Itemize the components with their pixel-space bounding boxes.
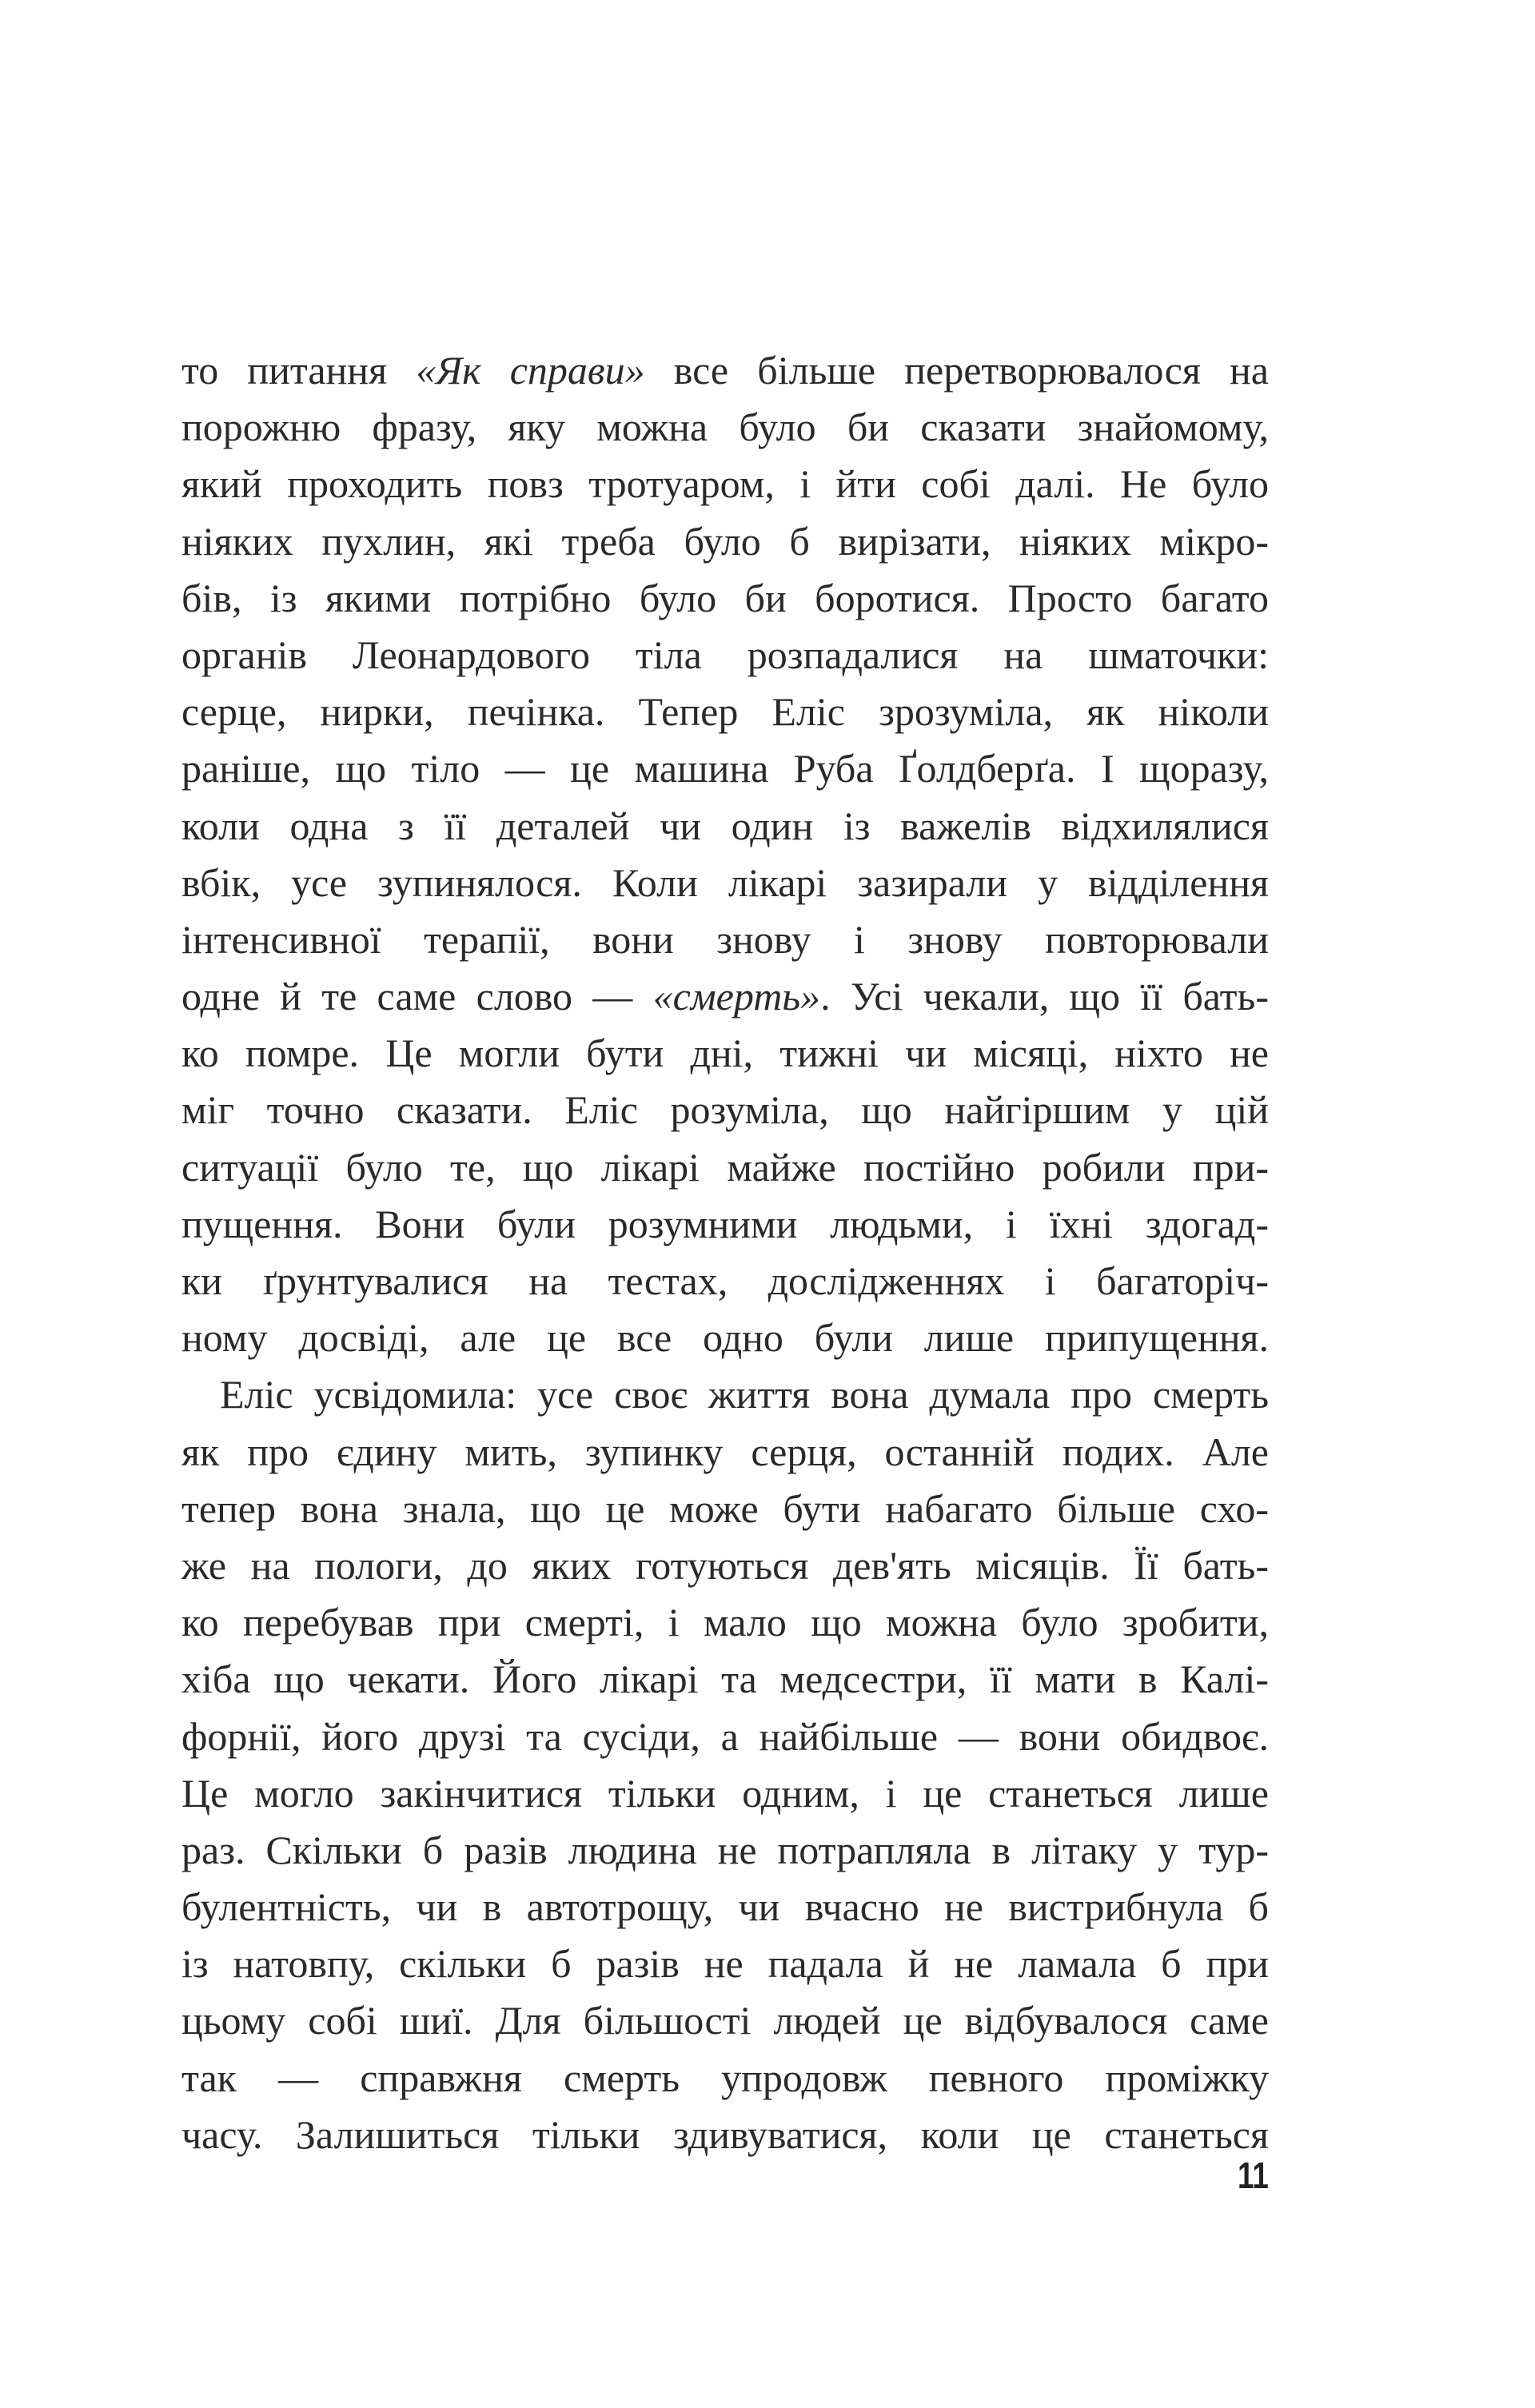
- text-segment: ніяких пухлин, які треба було б вирізати, ніяких мікро-: [181, 518, 1269, 564]
- text-segment: ному досвіді, але це все одно були лише припущення.: [181, 1315, 1269, 1361]
- text-line: [181, 1992, 1269, 2049]
- text-line: [181, 456, 1269, 512]
- text-line: [181, 399, 1269, 456]
- text-line: [181, 570, 1269, 627]
- text-segment: ко перебував при смерті, і мало що можна було зробити,: [181, 1600, 1269, 1645]
- text-segment: із натовпу, скільки б разів не падала й не ламала б при: [181, 1941, 1269, 1987]
- text-line: [181, 1594, 1269, 1651]
- text-line: [181, 1765, 1269, 1822]
- text-line: [181, 911, 1269, 968]
- text-line: [181, 684, 1269, 740]
- text-segment: Еліс усвідомила: усе своє життя вона думала про смерть: [220, 1372, 1269, 1417]
- text-segment: же на пологи, до яких готуються дев'ять місяців. Її бать-: [181, 1542, 1269, 1588]
- text-line: [181, 1936, 1269, 1992]
- text-segment: одне й те саме слово —: [181, 974, 653, 1019]
- italic-phrase: «Як справи»: [416, 348, 645, 393]
- text-line: [181, 1708, 1269, 1765]
- text-segment: булентність, чи в автотрощу, чи вчасно не вистрибнула б: [181, 1884, 1269, 1930]
- text-segment: цьому собі шиї. Для більшості людей це відбувалося саме: [181, 1998, 1269, 2043]
- text-segment: інтенсивної терапії, вони знову і знову повторювали: [181, 916, 1269, 962]
- text-segment: коли одна з її деталей чи один із важелів відхилялися: [181, 803, 1269, 848]
- text-segment: міг точно сказати. Еліс розуміла, що найгіршим у цій: [181, 1087, 1269, 1133]
- text-line: [181, 1879, 1269, 1936]
- text-segment: часу. Залишиться тільки здивуватися, коли це станеться: [181, 2111, 1269, 2157]
- text-line: [181, 342, 1269, 399]
- text-segment: так — справжня смерть упродовж певного проміжку: [181, 2055, 1269, 2100]
- text-line: [181, 1537, 1269, 1594]
- text-segment: раніше, що тіло — це машина Руба Ґолдберґа. І щоразу,: [181, 746, 1269, 791]
- text-line: [181, 513, 1269, 570]
- text-line: [181, 1139, 1269, 1196]
- text-segment: органів Леонардового тіла розпадалися на шматочки:: [181, 632, 1269, 677]
- text-segment: серце, нирки, печінка. Тепер Еліс зрозуміла, як ніколи: [181, 689, 1269, 735]
- text-segment: Це могло закінчитися тільки одним, і це станеться лише: [181, 1770, 1269, 1816]
- text-segment: хіба що чекати. Його лікарі та медсестри, її мати в Калі-: [181, 1656, 1269, 1702]
- page-number: 11: [1238, 2155, 1269, 2196]
- text-line: [181, 1310, 1269, 1366]
- text-segment: ситуації було те, що лікарі майже постійно робили при-: [181, 1144, 1269, 1190]
- text-segment: вбік, усе зупинялося. Коли лікарі зазирали у відділення: [181, 859, 1269, 905]
- text-line: [181, 627, 1269, 684]
- text-segment: то питання: [181, 348, 417, 393]
- text-line: [181, 1253, 1269, 1310]
- text-segment: ки ґрунтувалися на тестах, дослідженнях і багаторіч-: [181, 1258, 1269, 1303]
- text-line: [181, 855, 1269, 911]
- text-segment: . Усі чекали, що її бать-: [820, 974, 1269, 1019]
- text-segment: бів, із якими потрібно було би боротися. Просто багато: [181, 575, 1269, 620]
- text-line: [181, 1481, 1269, 1537]
- text-segment: пущення. Вони були розумними людьми, і їхні здогад-: [181, 1201, 1269, 1246]
- body-text: [181, 342, 1269, 2163]
- text-line: [181, 1822, 1269, 1879]
- text-segment: все більше перетворювалося на: [644, 348, 1269, 393]
- text-line: [181, 968, 1269, 1025]
- text-line: [181, 2107, 1269, 2163]
- text-line: [181, 1424, 1269, 1481]
- text-segment: як про єдину мить, зупинку серця, останній подих. Але: [181, 1429, 1269, 1474]
- text-segment: порожню фразу, яку можна було би сказати знайомому,: [181, 405, 1269, 450]
- text-line: [181, 740, 1269, 797]
- text-line: [181, 1082, 1269, 1138]
- text-segment: раз. Скільки б разів людина не потрапляла в літаку у тур-: [181, 1827, 1269, 1872]
- text-line: [181, 1651, 1269, 1708]
- text-line: [181, 1366, 1269, 1423]
- text-line: [181, 2050, 1269, 2107]
- text-line: [181, 1025, 1269, 1082]
- italic-phrase: «смерть»: [652, 974, 821, 1019]
- text-segment: який проходить повз тротуаром, і йти собі далі. Не було: [181, 461, 1269, 507]
- text-segment: форнії, його друзі та сусіди, а найбільше — вони обидвоє.: [181, 1713, 1269, 1759]
- text-segment: ко помре. Це могли бути дні, тижні чи місяці, ніхто не: [181, 1031, 1269, 1076]
- text-line: [181, 798, 1269, 855]
- text-segment: тепер вона знала, що це може бути набагато більше схо-: [181, 1485, 1269, 1531]
- text-line: [181, 1196, 1269, 1253]
